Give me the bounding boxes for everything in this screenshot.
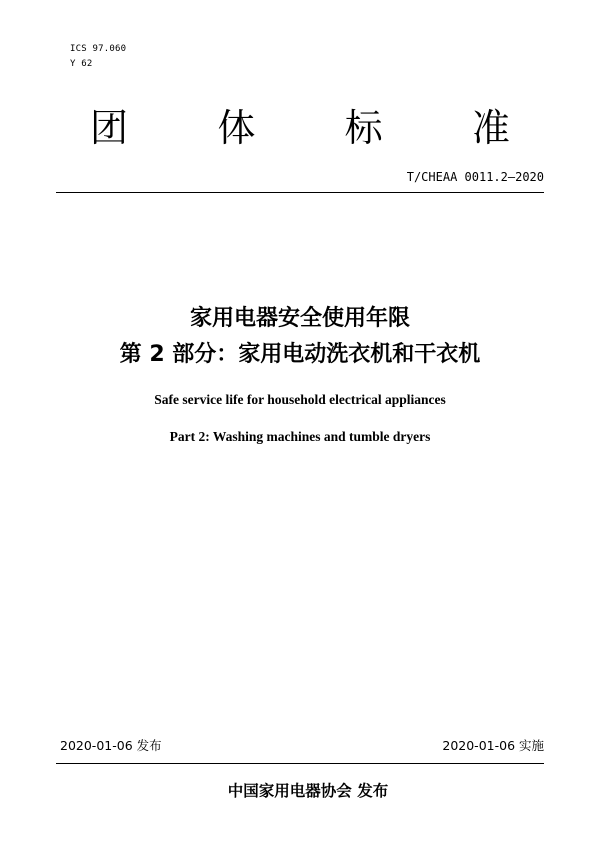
standard-type-char: 团	[90, 106, 129, 150]
title-english-line-2: Part 2: Washing machines and tumble dryers	[169, 429, 431, 444]
title-chinese-line-2: 第 2 部分：家用电动洗衣机和干衣机	[119, 342, 481, 367]
ccs-code: Y 62	[70, 59, 93, 69]
standard-number: T/CHEAA 0011.2—2020	[406, 170, 544, 184]
title-english-line-1: Safe service life for household electrical appliances	[154, 392, 446, 407]
issue-date: 2020-01-06 发布	[60, 738, 162, 753]
ics-code: ICS 97.060	[70, 44, 127, 54]
title-chinese-line-1: 家用电器安全使用年限	[189, 306, 410, 331]
top-divider	[56, 192, 544, 193]
bottom-divider	[56, 763, 544, 764]
standard-type-char: 体	[217, 106, 256, 150]
standard-type-char: 标	[344, 106, 383, 150]
implementation-date: 2020-01-06 实施	[442, 738, 544, 753]
standard-type-heading	[60, 104, 540, 152]
publisher: 中国家用电器协会 发布	[227, 782, 389, 800]
standard-type-char: 准	[471, 106, 510, 150]
